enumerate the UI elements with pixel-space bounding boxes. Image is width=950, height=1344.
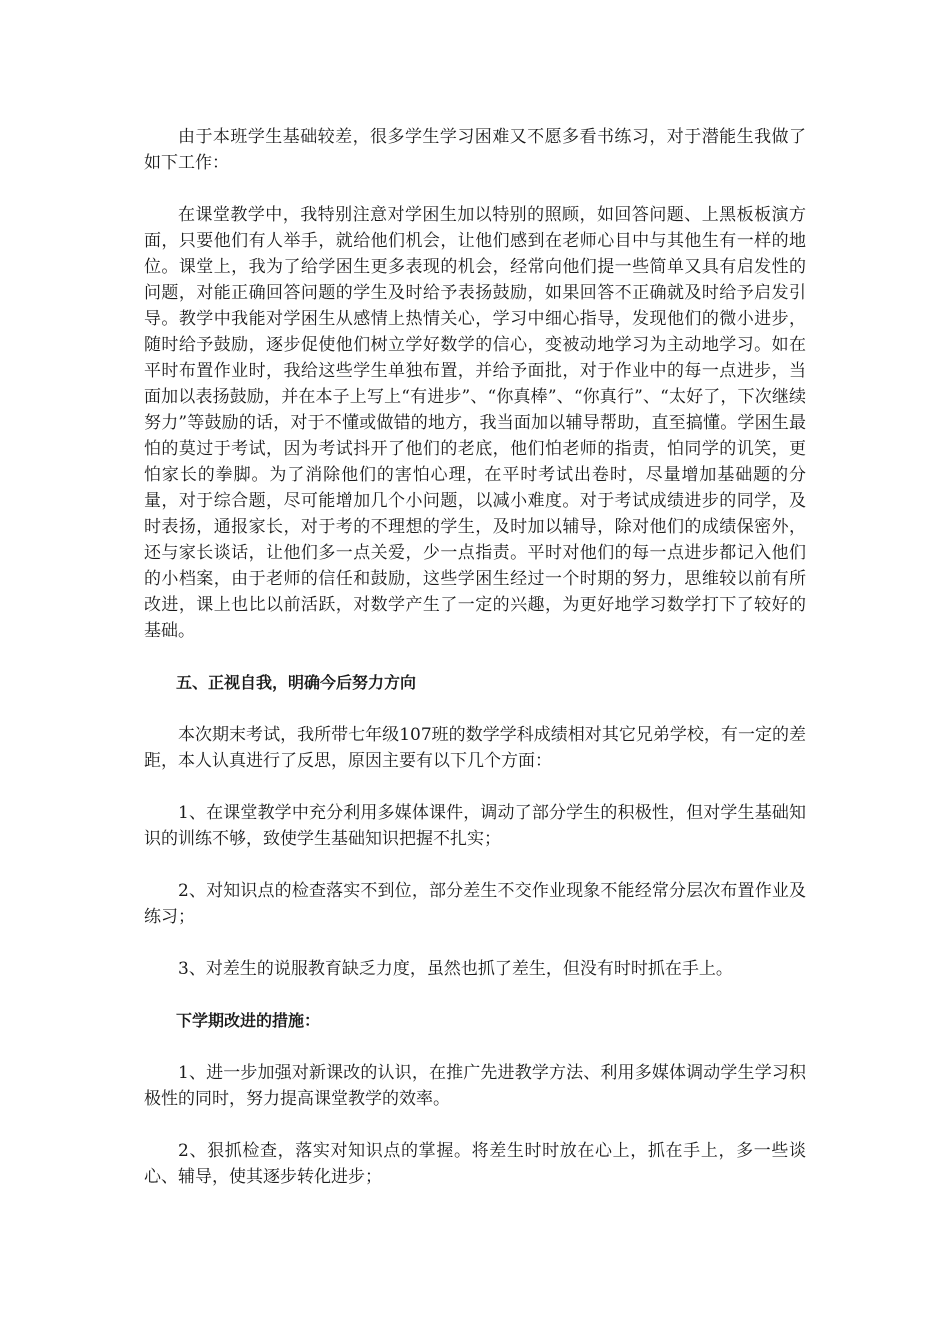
list-item-reason-1: 1、在课堂教学中充分利用多媒体课件，调动了部分学生的积极性，但对学生基础知识的训练不够，致使学生基础知识把握不扎实； [144,803,806,849]
list-item-measure-1: 1、进一步加强对新课改的认识，在推广先进教学方法、利用多媒体调动学生学习积极性的同时，努力提高课堂教学的效率。 [144,1063,806,1109]
section-heading-reflection: 五、正视自我，明确今后努力方向 [176,673,417,692]
document-body [144,124,806,1216]
list-item-measure-2: 2、狠抓检查，落实对知识点的掌握。将差生时时放在心上，抓在手上，多一些谈心、辅导，使其逐步转化进步； [144,1141,806,1187]
section-heading-improvements: 下学期改进的措施： [176,1011,321,1030]
paragraph-intro: 由于本班学生基础较差，很多学生学习困难又不愿多看书练习，对于潜能生我做了如下工作： [144,127,806,173]
list-item-reason-3: 3、对差生的说服教育缺乏力度，虽然也抓了差生，但没有时时抓在手上。 [178,959,733,979]
paragraph-classroom-support: 在课堂教学中，我特别注意对学困生加以特别的照顾，如回答问题、上黑板板演方面，只要他们有人举手，就给他们机会，让他们感到在老师心目中与其他生有一样的地位。课堂上，我为了给学困生更多表现的机会，经常向他们提一些简单又具有启发性的问题，对能正确回答问题的学生及时给予表扬鼓励，如果回答不正确就及时给予启发引导。教学中我能对学困生从感情上热情关心，学习中细心指导，发现他们的微小进步，随时给予鼓励，逐步促使他们树立学好数学的信心，变被动地学习为主动地学习。如在平时布置作业时，我给这些学生单独布置，并给予面批，对于作业中的每一点进步，当面加以表扬鼓励，并在本子上写上“有进步”、“你真棒”、“你真行”、“太好了，下次继续努力”等鼓励的话，对于不懂或做错的地方，我当面加以辅导帮助，直至搞懂。学困生最怕的莫过于考试，因为考试抖开了他们的老底，他们怕老师的指责，怕同学的讥笑，更怕家长的拳脚。为了消除他们的害怕心理，在平时考试出卷时，尽量增加基础题的分量，对于综合题，尽可能增加几个小问题，以减小难度。对于考试成绩进步的同学，及时表扬，通报家长，对于考的不理想的学生，及时加以辅导，除对他们的成绩保密外，还与家长谈话，让他们多一点关爱，少一点指责。平时对他们的每一点进步都记入他们的小档案，由于老师的信任和鼓励，这些学困生经过一个时期的努力，思维较以前有所改进，课上也比以前活跃，对数学产生了一定的兴趣，为更好地学习数学打下了较好的基础。 [144,205,806,641]
paragraph-exam-summary: 本次期末考试，我所带七年级107班的数学学科成绩相对其它兄弟学校，有一定的差距，本人认真进行了反思，原因主要有以下几个方面： [144,725,806,771]
list-item-reason-2: 2、对知识点的检查落实不到位，部分差生不交作业现象不能经常分层次布置作业及练习； [144,881,806,927]
